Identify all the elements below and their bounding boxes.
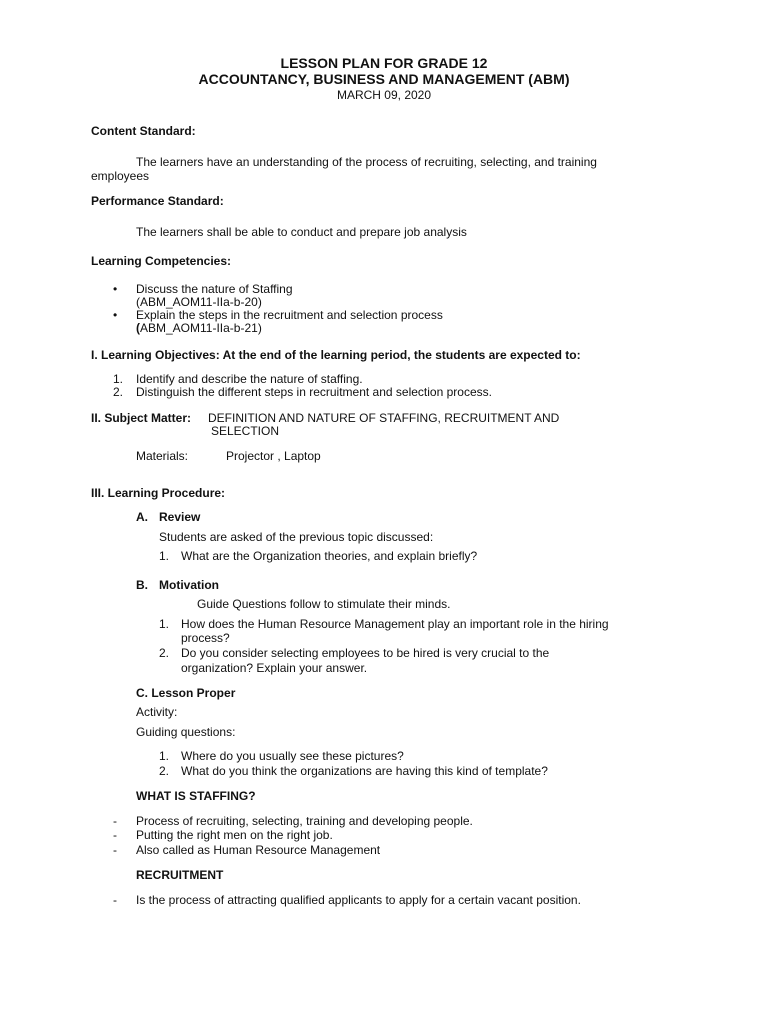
objective-item: Identify and describe the nature of staffing. bbox=[136, 372, 363, 386]
learning-objectives-heading: I. Learning Objectives: At the end of the learning period, the students are expected to: bbox=[91, 348, 581, 362]
page-title: LESSON PLAN FOR GRADE 12 bbox=[280, 55, 488, 71]
section-letter: A. bbox=[136, 510, 148, 524]
guiding-question: What do you think the organizations are having this kind of template? bbox=[181, 764, 548, 778]
motivation-heading: Motivation bbox=[159, 578, 219, 592]
competency-item: Explain the steps in the recruitment and selection process bbox=[136, 308, 443, 322]
review-intro: Students are asked of the previous topic discussed: bbox=[159, 530, 434, 544]
materials-value: Projector , Laptop bbox=[226, 449, 321, 463]
bullet-icon: • bbox=[113, 282, 118, 296]
list-number: 2. bbox=[159, 764, 170, 778]
review-question: What are the Organization theories, and explain briefly? bbox=[181, 549, 478, 563]
page-subtitle: ACCOUNTANCY, BUSINESS AND MANAGEMENT (ABM) bbox=[198, 71, 570, 87]
list-number: 1. bbox=[159, 617, 170, 631]
performance-standard-text: The learners shall be able to conduct and prepare job analysis bbox=[136, 225, 467, 239]
content-standard-text-cont: employees bbox=[91, 169, 150, 183]
list-number: 1. bbox=[159, 549, 170, 563]
motivation-intro: Guide Questions follow to stimulate their minds. bbox=[197, 597, 451, 611]
learning-competencies-heading: Learning Competencies: bbox=[91, 254, 232, 268]
content-standard-heading: Content Standard: bbox=[91, 124, 196, 138]
section-letter: B. bbox=[136, 578, 148, 592]
materials-label: Materials: bbox=[136, 449, 189, 463]
list-number: 1. bbox=[159, 749, 170, 763]
motivation-question-cont: organization? Explain your answer. bbox=[181, 661, 368, 675]
competency-code: (ABM_AOM11-IIa-b-20) bbox=[136, 295, 262, 309]
recruitment-item: Is the process of attracting qualified applicants to apply for a certain vacant position. bbox=[136, 893, 581, 907]
subject-matter-text-cont: SELECTION bbox=[211, 424, 280, 438]
subject-matter-text: DEFINITION AND NATURE OF STAFFING, RECRUITMENT AND bbox=[208, 411, 560, 425]
staffing-item: Also called as Human Resource Management bbox=[136, 843, 381, 857]
content-standard-text: The learners have an understanding of the process of recruiting, selecting, and training bbox=[136, 155, 597, 169]
list-number: 1. bbox=[113, 372, 124, 386]
guiding-questions-label: Guiding questions: bbox=[136, 725, 236, 739]
staffing-heading: WHAT IS STAFFING? bbox=[136, 789, 256, 803]
competency-code bbox=[136, 321, 262, 336]
bullet-icon: • bbox=[113, 308, 118, 322]
competency-item: Discuss the nature of Staffing bbox=[136, 282, 293, 296]
list-number: 2. bbox=[113, 385, 124, 399]
lesson-date: MARCH 09, 2020 bbox=[336, 88, 432, 102]
learning-procedure-heading: III. Learning Procedure: bbox=[91, 486, 226, 500]
motivation-question: Do you consider selecting employees to be hired is very crucial to the bbox=[181, 646, 550, 660]
competency-code-paren: ( bbox=[136, 321, 140, 335]
dash-icon: - bbox=[113, 814, 117, 828]
objective-item: Distinguish the different steps in recruitment and selection process. bbox=[136, 385, 492, 399]
dash-icon: - bbox=[113, 893, 117, 907]
staffing-item: Putting the right men on the right job. bbox=[136, 828, 333, 842]
dash-icon: - bbox=[113, 843, 117, 857]
motivation-question: How does the Human Resource Management play an important role in the hiring bbox=[181, 617, 609, 631]
subject-matter-label: II. Subject Matter: bbox=[91, 411, 192, 425]
motivation-question-cont: process? bbox=[181, 631, 230, 645]
competency-code-rest: ABM_AOM11-IIa-b-21) bbox=[140, 321, 262, 335]
review-heading: Review bbox=[159, 510, 201, 524]
staffing-item: Process of recruiting, selecting, training and developing people. bbox=[136, 814, 473, 828]
dash-icon: - bbox=[113, 828, 117, 842]
guiding-question: Where do you usually see these pictures? bbox=[181, 749, 404, 763]
performance-standard-heading: Performance Standard: bbox=[91, 194, 224, 208]
recruitment-heading: RECRUITMENT bbox=[136, 868, 224, 882]
lesson-proper-heading: C. Lesson Proper bbox=[136, 686, 236, 700]
list-number: 2. bbox=[159, 646, 170, 660]
activity-label: Activity: bbox=[136, 705, 178, 719]
